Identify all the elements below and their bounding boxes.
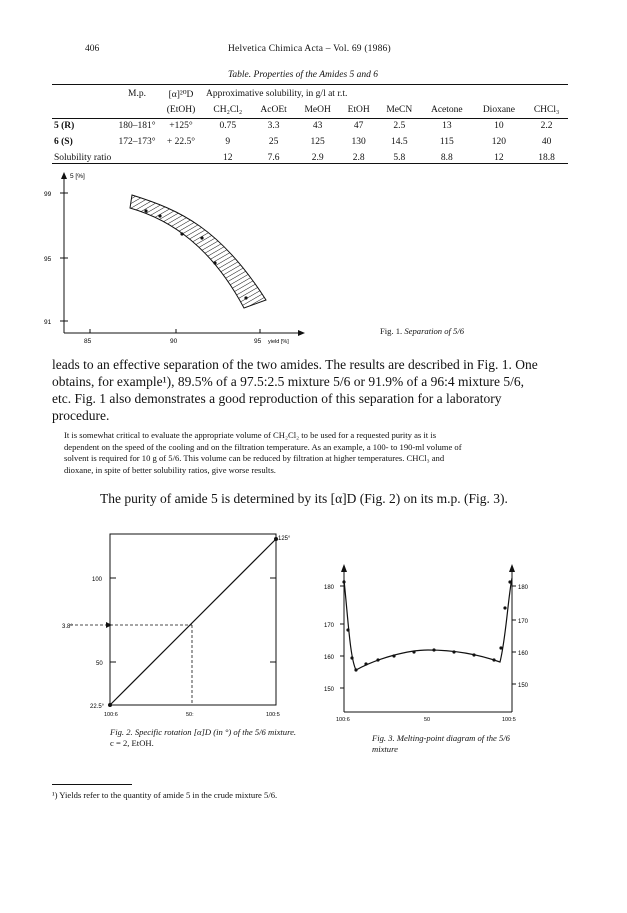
fig3-ytick-left: 150 [324,687,335,693]
fig1-ytick-label: 95 [44,256,52,263]
fig1-ytick-label: 99 [44,191,52,198]
table-cell: 2.2 [540,121,553,131]
table-cell: 0.75 [219,121,237,131]
fig1-ytick-label: 91 [44,319,52,326]
table-cell: 5.8 [393,153,406,163]
table-cell: 10 [494,121,504,131]
fig3-data-point [452,650,455,653]
table-header-cell: [α]²⁰D [168,89,194,100]
body-paragraph-2: The purity of amide 5 is determined by its [α]D (Fig. 2) on its m.p. (Fig. 3). [100,491,508,506]
table-cell: 172–173° [118,137,156,147]
body-paragraph-1 [52,356,568,424]
note-line: dependent on the speed of the cooling and on the filtration temperature. As an example, a 100- to 190-ml volume of [64,441,462,452]
fig3-data-point [346,628,349,631]
table-header-cell: Dioxane [482,105,515,115]
figure-2-caption-line: c = 2, EtOH. [110,738,154,748]
fig3-data-point [364,662,367,665]
table-header-cell: MeOH [304,105,331,115]
fig2-ytick-label: 100 [92,577,103,583]
fig3-ytick-right: 180 [518,585,529,591]
fig3-ytick-left: 180 [324,585,335,591]
fig1-data-point [244,296,247,299]
table-caption: Table. Properties of the Amides 5 and 6 [228,70,379,80]
table-header-cell: M.p. [128,89,146,99]
table-header-cell: AcOEt [260,105,287,115]
table-header-cell: Approximative solubility, in g/l at r.t. [206,89,348,99]
table-top-rule [52,84,568,85]
figure-2-caption-line: Fig. 2. Specific rotation [α]D (in °) of the 5/6 mixture. [110,727,297,737]
paragraph-line: obtains, for example¹), 89.5% of a 97.5:2.5 mixture 5/6 or 91.9% of a 96:4 mixture 5/6, [52,374,524,389]
paragraph-line: procedure. [52,408,110,423]
fig3-data-point [503,606,506,609]
fig3-data-point [499,646,502,649]
fig3-ytick-right: 150 [518,683,529,689]
fig3-ytick-right: 170 [518,619,529,625]
properties-table [52,86,568,166]
table-header-row [52,86,568,102]
figure-3-caption [372,733,572,755]
fig1-y-arrow-icon [61,172,67,179]
figure-1-caption-prefix: Fig. 1. [380,326,405,336]
table-cell: 3.3 [267,121,280,131]
table-header-cell: CHCl₃ [533,105,560,115]
table-cell: 8.8 [440,153,453,163]
fig3-ytick-left: 160 [324,655,335,661]
table-cell: 120 [491,137,507,147]
fig3-xtick-label: 100:5 [502,717,516,723]
figure-1-plot [40,168,340,350]
footnote: ¹) Yields refer to the quantity of amide 5 in the crude mixture 5/6. [52,790,278,800]
fig2-ytick-label: 22.5° [90,704,105,710]
fig3-ticks [340,586,516,688]
table-cell: 125 [310,137,325,147]
fig2-ytick-label: 50 [96,661,103,667]
table-cell: 130 [351,137,366,147]
fig3-curve [344,578,512,670]
small-print-note [64,430,568,476]
fig1-xtick-label: 95 [254,338,262,345]
fig1-xlabel: yield [%] [268,339,289,345]
table-header-cell [52,102,116,118]
fig1-data-point [200,236,203,239]
figure-3-plot [318,558,558,724]
fig3-ytick-right: 160 [518,651,529,657]
figure-1-caption-title: Separation of 5/6 [404,326,465,336]
note-line: solvent is required for 10 g of 5/6. This volume can be reduced by filtration at higher temperatures. CHCl₃ and [64,453,445,464]
running-head: Helvetica Chimica Acta – Vol. 69 (1986) [228,44,391,54]
table-row [52,150,568,166]
page-number: 406 [85,44,100,54]
table-cell: 43 [312,121,323,131]
fig2-data-point [108,703,112,707]
table-cell: 47 [353,121,364,131]
fig2-marker-label: 3.8° [62,624,73,630]
figure-1-caption [380,326,580,337]
fig3-left-arrow-icon [341,564,347,572]
table-row [52,118,568,134]
table-cell: 9 [225,137,231,147]
table-cell: 12 [223,153,233,163]
fig3-data-point [392,654,395,657]
table-cell: 5 (R) [54,121,75,131]
table-cell: 14.5 [390,137,408,147]
table-cell: 6 (S) [54,137,73,147]
fig1-data-point [158,214,161,217]
table-cell: 2.8 [352,153,365,163]
table-cell: 2.9 [311,153,324,163]
table-cell: 180–181° [118,121,156,131]
fig3-ytick-left: 170 [324,623,335,629]
fig2-marker-arrow-icon [106,622,112,628]
fig1-confidence-band [130,195,266,308]
fig3-data-point [508,580,511,583]
fig3-right-arrow-icon [509,564,515,572]
paragraph-line: etc. Fig. 1 also demonstrates a good reproduction of this separation for a laboratory [52,391,502,406]
fig3-xtick-label: 100:6 [336,717,350,723]
table-cell: 115 [439,137,454,147]
table-cell: 13 [442,121,452,131]
figure-3-caption-line: Fig. 3. Melting-point diagram of the 5/6 [372,733,510,743]
fig1-data-point [180,232,183,235]
fig3-data-point [376,658,379,661]
table-cell: 25 [268,137,279,147]
note-line: It is somewhat critical to evaluate the appropriate volume of CH₂Cl₂ to be used for a requested purity as it is [64,430,437,440]
fig1-xtick-label: 90 [170,338,178,345]
fig1-x-arrow-icon [298,330,305,336]
table-cell: +125° [169,121,193,131]
fig1-data-point [213,261,216,264]
table-header-row [52,102,568,118]
fig1-data-point [144,209,147,212]
paragraph-line: leads to an effective separation of the two amides. The results are described in Fig. 1. One [52,357,538,372]
fig2-xtick-label: 100:5 [266,712,280,718]
fig1-ylabel: 5 [%] [70,173,85,180]
figure-2-caption [110,727,350,749]
table-cell: Solubility ratio [54,153,112,163]
table-header-cell: Acetone [430,105,463,115]
fig2-line [110,539,276,705]
table-cell: + 22.5° [166,137,196,147]
note-line: dioxane, in spite of better solubility ratios, give worse results. [64,464,276,475]
table-cell: 12 [494,153,504,163]
table-header-cell: MeCN [386,105,413,115]
fig1-xtick-label: 85 [84,338,92,345]
fig3-data-point [350,656,353,659]
fig3-xtick-label: 50 [424,717,431,723]
table-header-cell: (EtOH) [166,105,196,115]
table-header-cell: CH₂Cl₂ [213,105,243,115]
figure-3-caption-line: mixture [372,744,398,754]
table-header-cell [52,86,116,102]
fig3-data-point [472,653,475,656]
fig2-xtick-label: 50: [186,712,194,718]
figure-2-plot [40,528,310,724]
table-cell: 7.6 [267,153,280,163]
fig2-top-label: 125° [278,536,291,542]
table-header-cell: EtOH [347,105,370,115]
table-row [52,134,568,150]
fig3-data-point [354,668,357,671]
fig2-xtick-label: 100:6 [104,712,118,718]
footnote-rule [52,784,132,785]
fig3-data-point [412,650,415,653]
table-cell: 40 [541,137,552,147]
table-cell: 2.5 [393,121,406,131]
fig3-data-point [342,580,345,583]
fig3-data-point [492,658,495,661]
table-header-cell [116,102,158,118]
fig3-data-point [432,648,435,651]
table-cell: 18.8 [538,153,555,163]
